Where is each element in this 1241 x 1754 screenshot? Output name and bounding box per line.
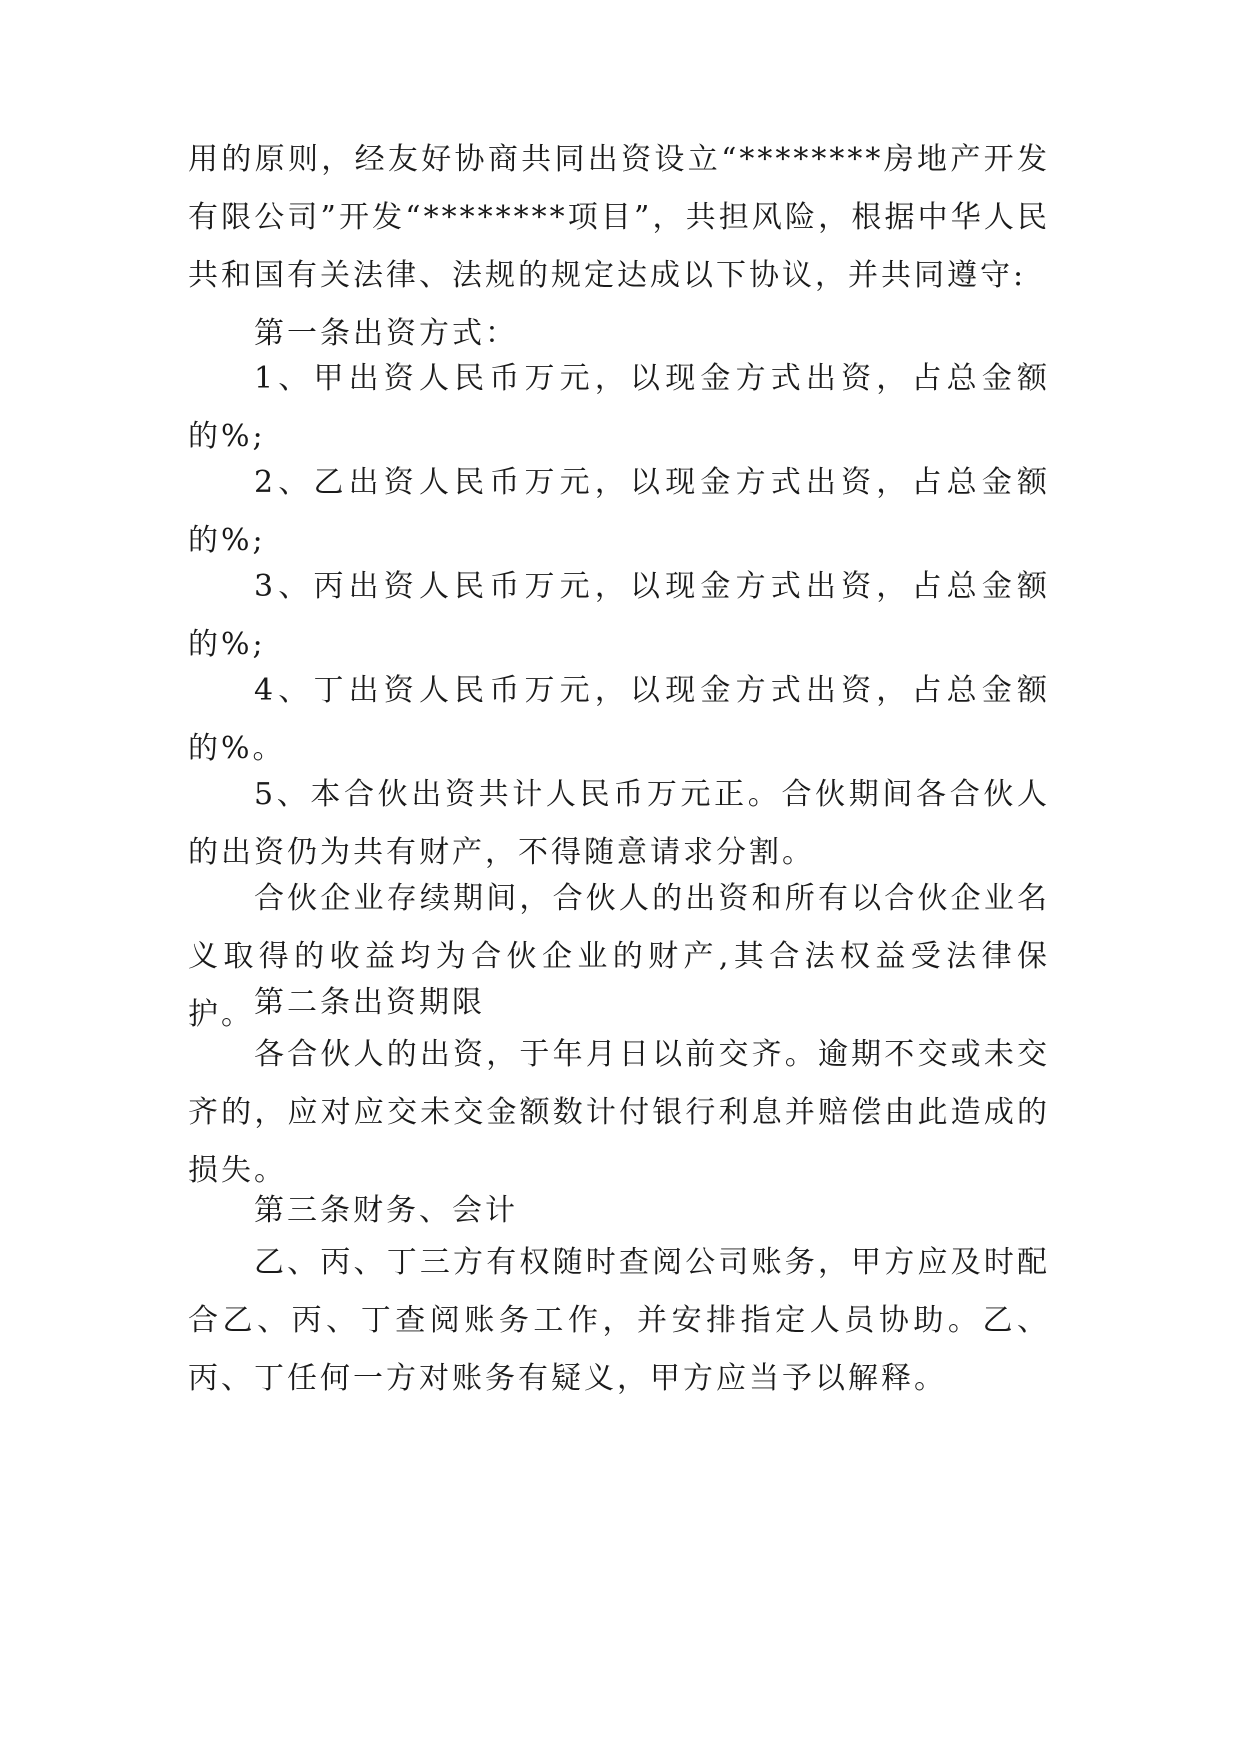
article-2-heading: 第二条出资期限 bbox=[254, 985, 485, 1020]
paragraph-accounting-review: 乙、丙、丁三方有权随时查阅公司账务，甲方应及时配合乙、丙、丁查阅账务工作，并安排指定人员协助。乙、丙、丁任何一方对账务有疑义，甲方应当予以解释。 bbox=[188, 1245, 1050, 1396]
paragraph-partnership-property: 合伙企业存续期间，合伙人的出资和所有以合伙企业名义取得的收益均为合伙企业的财产,其合法权益受法律保护。 bbox=[188, 881, 1050, 1032]
contribution-item-4: 4、丁出资人民币万元，以现金方式出资，占总金额的%。 bbox=[188, 673, 1050, 766]
article-3-heading: 第三条财务、会计 bbox=[254, 1193, 518, 1228]
contribution-item-1: 1、甲出资人民币万元，以现金方式出资，占总金额的%; bbox=[188, 361, 1050, 454]
paragraph-preamble: 用的原则，经友好协商共同出资设立“********房地产开发有限公司”开发“********项目”，共担风险，根据中华人民共和国有关法律、法规的规定达成以下协议，并共同遵守: bbox=[188, 142, 1050, 293]
paragraph-contribution-deadline: 各合伙人的出资，于年月日以前交齐。逾期不交或未交齐的，应对应交未交金额数计付银行利息并赔偿由此造成的损失。 bbox=[188, 1037, 1050, 1188]
contribution-item-2: 2、乙出资人民币万元，以现金方式出资，占总金额的%; bbox=[188, 465, 1050, 558]
contribution-item-3: 3、丙出资人民币万元，以现金方式出资，占总金额的%; bbox=[188, 569, 1050, 662]
contribution-item-5: 5、本合伙出资共计人民币万元正。合伙期间各合伙人的出资仍为共有财产，不得随意请求分割。 bbox=[188, 777, 1050, 870]
article-1-heading: 第一条出资方式： bbox=[254, 316, 518, 351]
